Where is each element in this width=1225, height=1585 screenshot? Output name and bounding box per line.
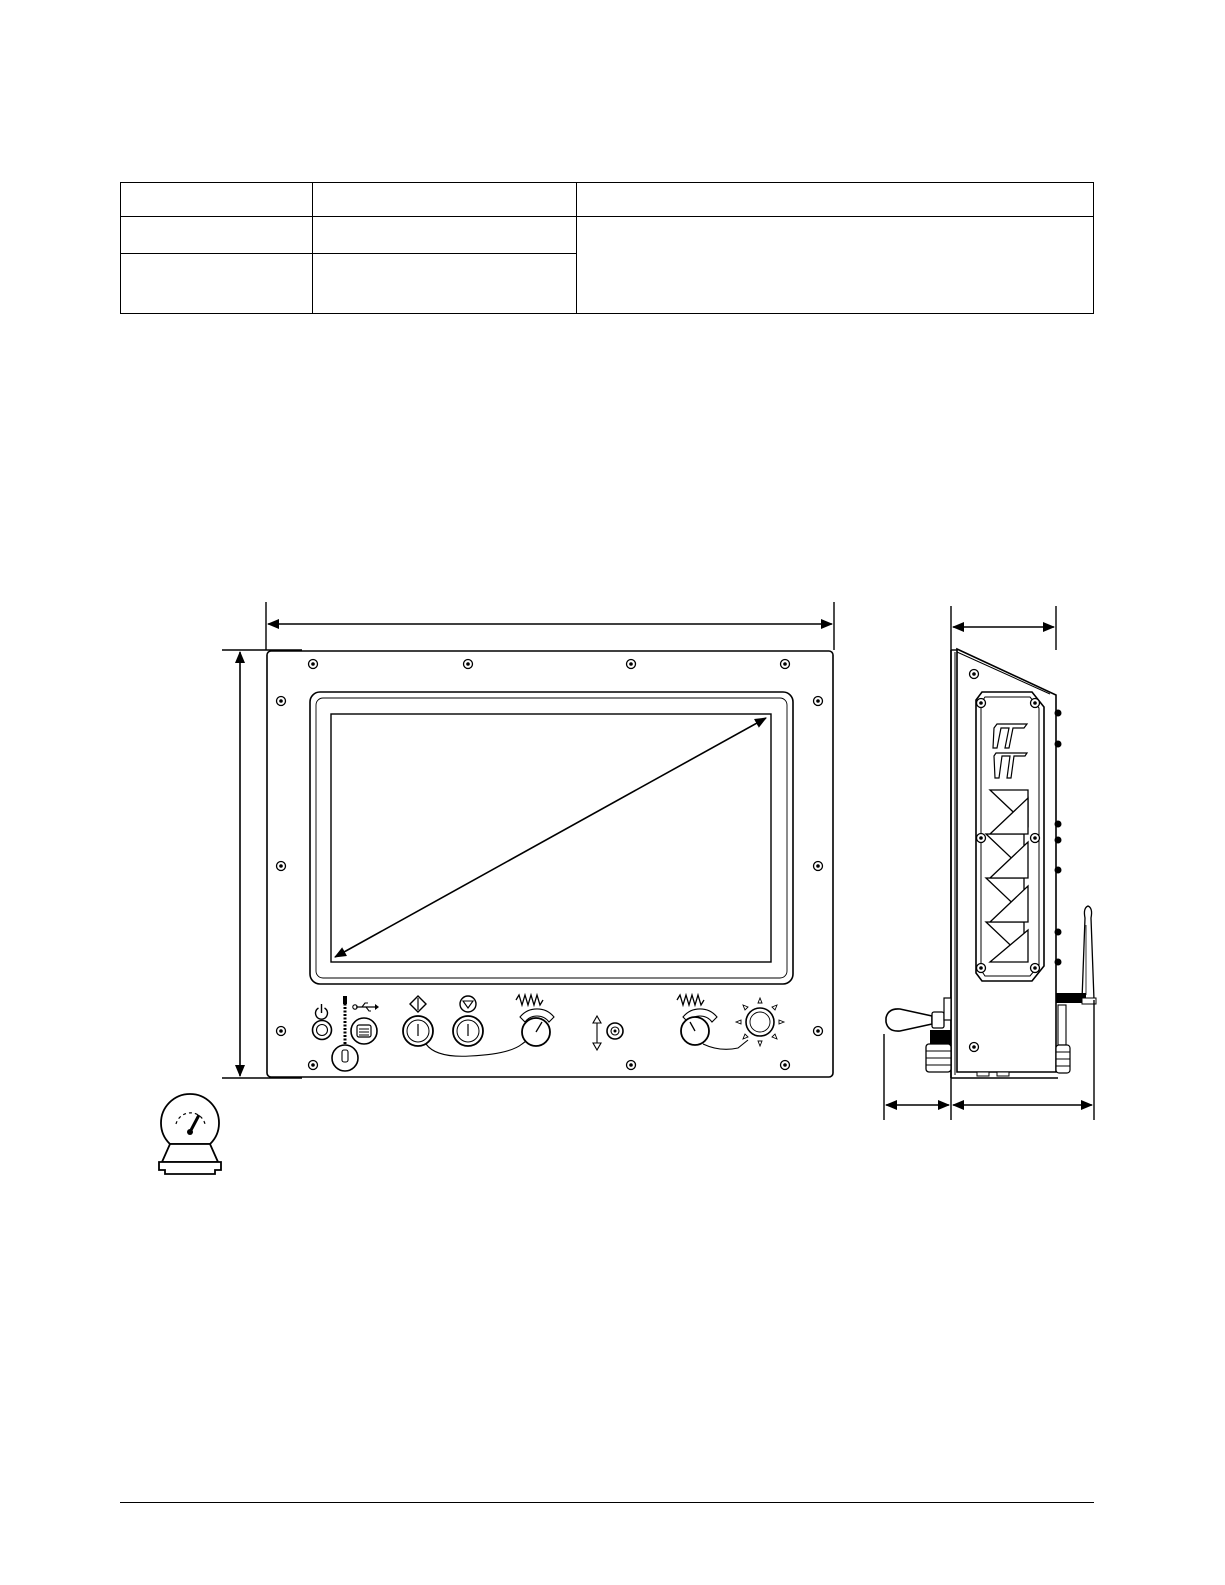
antenna-icon	[1056, 906, 1096, 1073]
front-view	[222, 602, 834, 1078]
stop-icon	[460, 996, 476, 1012]
scale-weight-icon	[159, 1094, 221, 1174]
power-button	[313, 1021, 332, 1040]
handle-icon	[886, 998, 951, 1072]
footer-rule	[120, 1502, 1094, 1503]
side-view	[884, 606, 1096, 1120]
